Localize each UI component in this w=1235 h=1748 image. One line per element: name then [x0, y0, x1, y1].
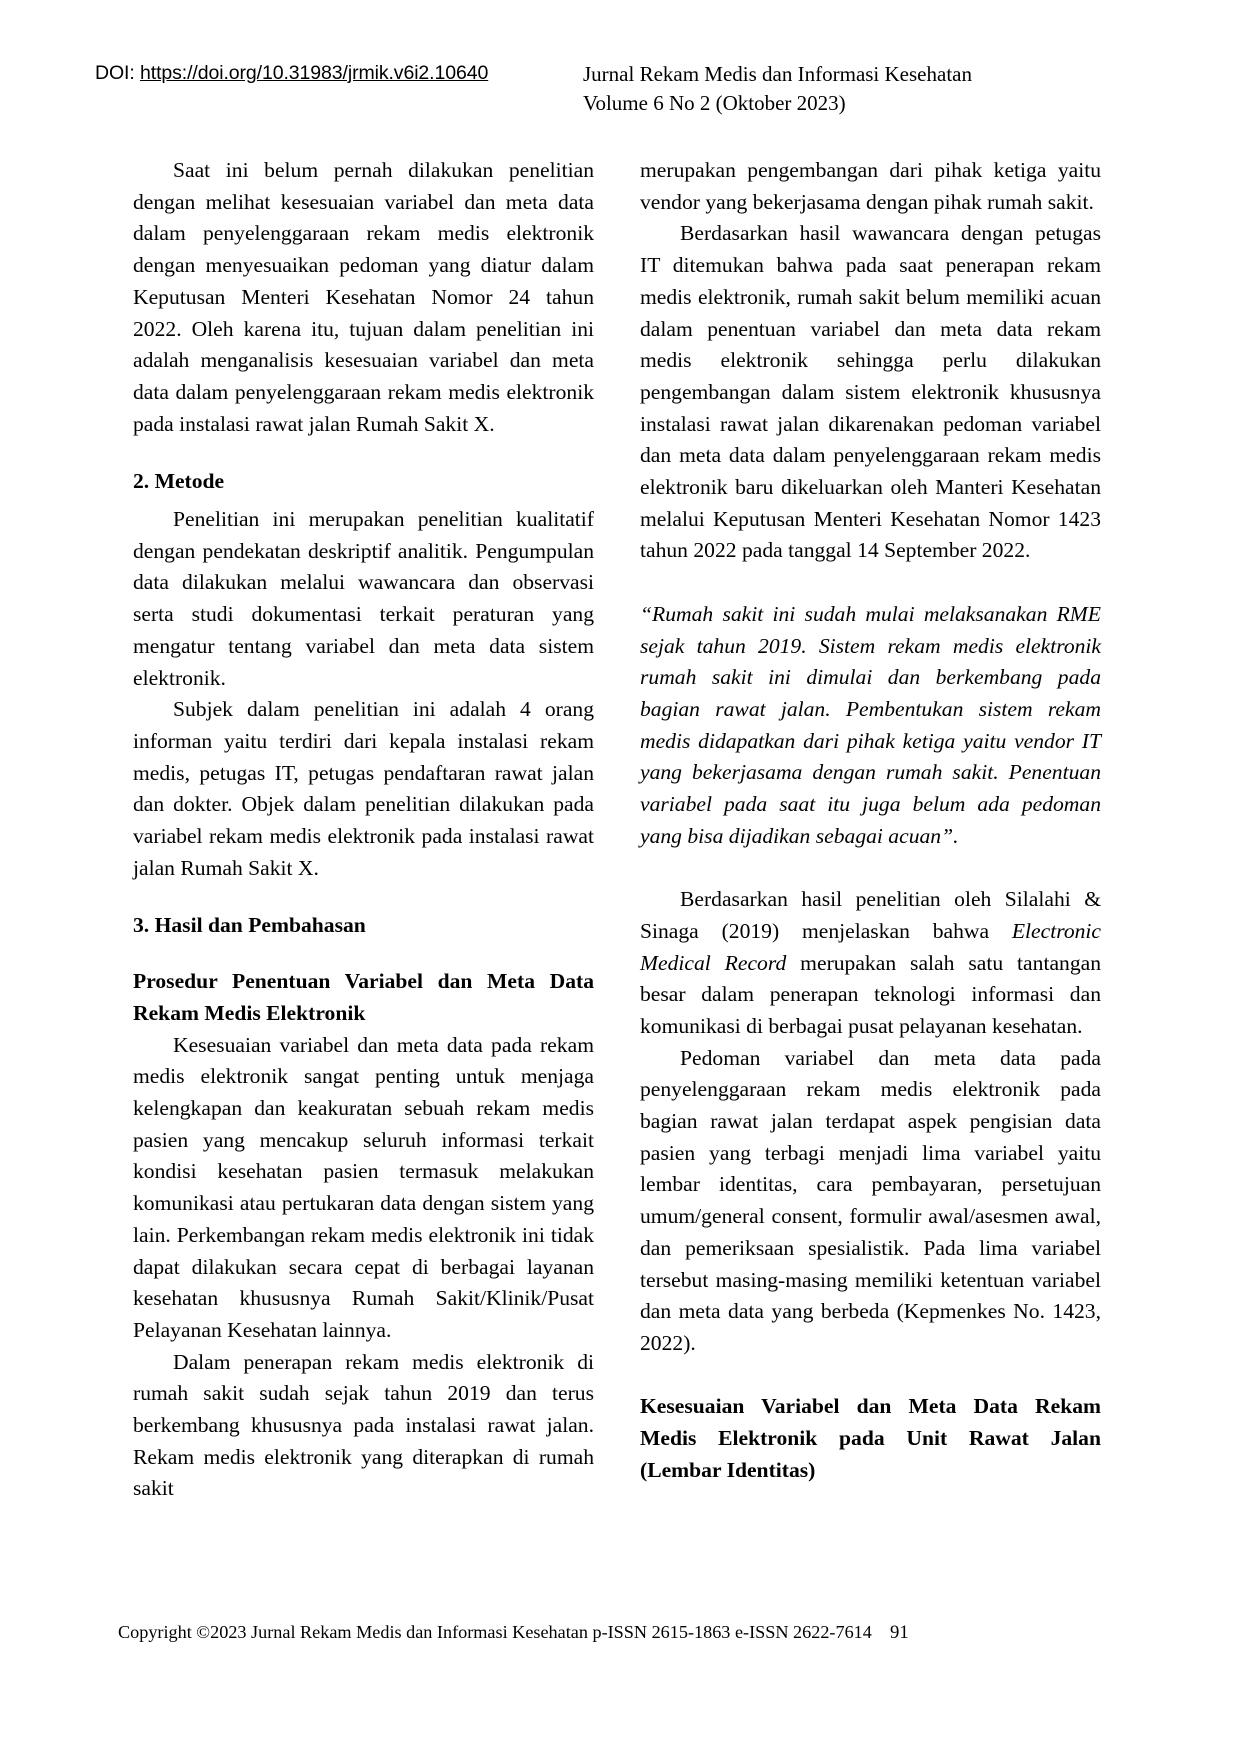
- doi-label: DOI:: [95, 62, 141, 84]
- spacer: [640, 1360, 1101, 1392]
- doi-line: [95, 62, 488, 85]
- paragraph-kesesuaian-variabel: Kesesuaian variabel dan meta data pada rekam medis elektronik sangat penting untuk menjaga kelengkapan dan keakuratan sebuah rekam medis pasien yang mencakup seluruh informasi terkait kondisi kesehatan pasien termasuk melakukan komunikasi atau pertukaran data dengan sistem yang lain. Perkembangan rekam medis elektronik ini tidak dapat dilakukan secara cepat di berbagai layanan kesehatan khususnya Rumah Sakit/Klinik/Pusat Pelayanan Kesehatan lainnya.: [133, 1032, 594, 1342]
- heading-kesesuaian-variabel: Kesesuaian Variabel dan Meta Data Rekam Medis Elektronik pada Unit Rawat Jalan (Lembar Identitas): [640, 1394, 1101, 1482]
- right-column: [640, 155, 1101, 1575]
- spacer: [640, 852, 1101, 884]
- spacer: [133, 884, 594, 910]
- journal-volume: Volume 6 No 2 (Oktober 2023): [583, 91, 846, 115]
- page-number: 91: [890, 1622, 909, 1643]
- journal-info: [583, 60, 972, 118]
- left-column: [133, 155, 594, 1575]
- spacer: [640, 567, 1101, 599]
- page-header: [95, 62, 1140, 122]
- paragraph-subjek: Subjek dalam penelitian ini adalah 4 orang informan yaitu terdiri dari kepala instalasi rekam medis, petugas IT, petugas pendaftaran rawat jalan dan dokter. Objek dalam penelitian dilakukan pada variabel rekam medis elektronik pada instalasi rawat jalan Rumah Sakit X.: [133, 697, 594, 880]
- quote-text-part1: Berdasarkan hasil penelitian oleh Silalahi & Sinaga (2019) menjelaskan bahwa: [640, 887, 1101, 943]
- paragraph-saat-ini: Saat ini belum pernah dilakukan penelitian dengan melihat kesesuaian variabel dan meta data dalam penyelenggaraan rekam medis elektronik dengan menyesuaikan pedoman yang diatur dalam Keputusan Menteri Kesehatan Nomor 24 tahun 2022. Oleh karena itu, tujuan dalam penelitian ini adalah menganalisis kesesuaian variabel dan meta data dalam penyelenggaraan rekam medis elektronik pada instalasi rawat jalan Rumah Sakit X.: [133, 158, 594, 436]
- term-electronic-medical-record: Electronic Medical Record: [640, 918, 1101, 975]
- spacer: [133, 440, 594, 466]
- journal-title: Jurnal Rekam Medis dan Informasi Kesehatan: [583, 62, 972, 86]
- heading-hasil-pembahasan: 3. Hasil dan Pembahasan: [133, 913, 366, 938]
- interview-quote: “Rumah sakit ini sudah mulai melaksanakan RME sejak tahun 2019. Sistem rekam medis elektronik rumah sakit ini dimulai dan berkembang pada bagian rawat jalan. Pembentukan sistem rekam medis didapatkan dari pihak ketiga yaitu vendor IT yang bekerjasama dengan rumah sakit. Penentuan variabel pada saat itu juga belum ada pedoman yang bisa dijadikan sebagai acuan”.: [640, 601, 1101, 848]
- heading-prosedur-penentuan: Prosedur Penentuan Variabel dan Meta Data Rekam Medis Elektronik: [133, 969, 594, 1025]
- paragraph-silalahi-sinaga: [640, 884, 1101, 1043]
- paragraph-dalam-penerapan: Dalam penerapan rekam medis elektronik di rumah sakit sudah sejak tahun 2019 dan terus berkembang khususnya pada instalasi rawat jalan. Rekam medis elektronik yang diterapkan di rumah sakit: [133, 1349, 594, 1501]
- paragraph-merupakan-pengembangan: merupakan pengembangan dari pihak ketiga yaitu vendor yang bekerjasama dengan pihak rumah sakit.: [640, 158, 1101, 214]
- doi-link[interactable]: https://doi.org/10.31983/jrmik.v6i2.10640: [140, 62, 489, 84]
- quote-text-part2: merupakan salah satu tantangan besar dalam penerapan teknologi informasi dan komunikasi di berbagai pusat pelayanan kesehatan.: [640, 950, 1102, 1038]
- paragraph-pedoman-variabel: Pedoman variabel dan meta data pada penyelenggaraan rekam medis elektronik pada bagian rawat jalan terdapat aspek pengisian data pasien yang terbagi menjadi lima variabel yaitu lembar identitas, cara pembayaran, persetujuan umum/general consent, formulir awal/asesmen awal, dan pemeriksaan spesialistik. Pada lima variabel tersebut masing-masing memiliki ketentuan variabel dan meta data yang berbeda (Kepmenkes No. 1423, 2022).: [640, 1045, 1101, 1355]
- paragraph-penelitian-kualitatif: Penelitian ini merupakan penelitian kualitatif dengan pendekatan deskriptif analitik. Pengumpulan data dilakukan melalui wawancara dan observasi serta studi dokumentasi terkait peraturan yang mengatur tentang variabel dan meta data sistem elektronik.: [133, 507, 594, 690]
- paragraph-berdasarkan-wawancara: Berdasarkan hasil wawancara dengan petugas IT ditemukan bahwa pada saat penerapan rekam medis elektronik, rumah sakit belum memiliki acuan dalam penentuan variabel dan meta data rekam medis elektronik sehingga perlu dilakukan pengembangan dalam sistem elektronik khususnya instalasi rawat jalan dikarenakan pedoman variabel dan meta data dalam penyelenggaraan rekam medis elektronik baru dikeluarkan oleh Manteri Kesehatan melalui Keputusan Menteri Kesehatan Nomor 1423 tahun 2022 pada tanggal 14 September 2022.: [640, 221, 1101, 563]
- spacer: [133, 942, 594, 966]
- heading-metode: 2. Metode: [133, 469, 225, 494]
- page-footer: [118, 1622, 1140, 1652]
- body-columns: [133, 155, 1101, 1575]
- copyright-text: Copyright ©2023 Jurnal Rekam Medis dan Informasi Kesehatan p-ISSN 2615-1863 e-ISSN 2622-7614: [118, 1622, 872, 1642]
